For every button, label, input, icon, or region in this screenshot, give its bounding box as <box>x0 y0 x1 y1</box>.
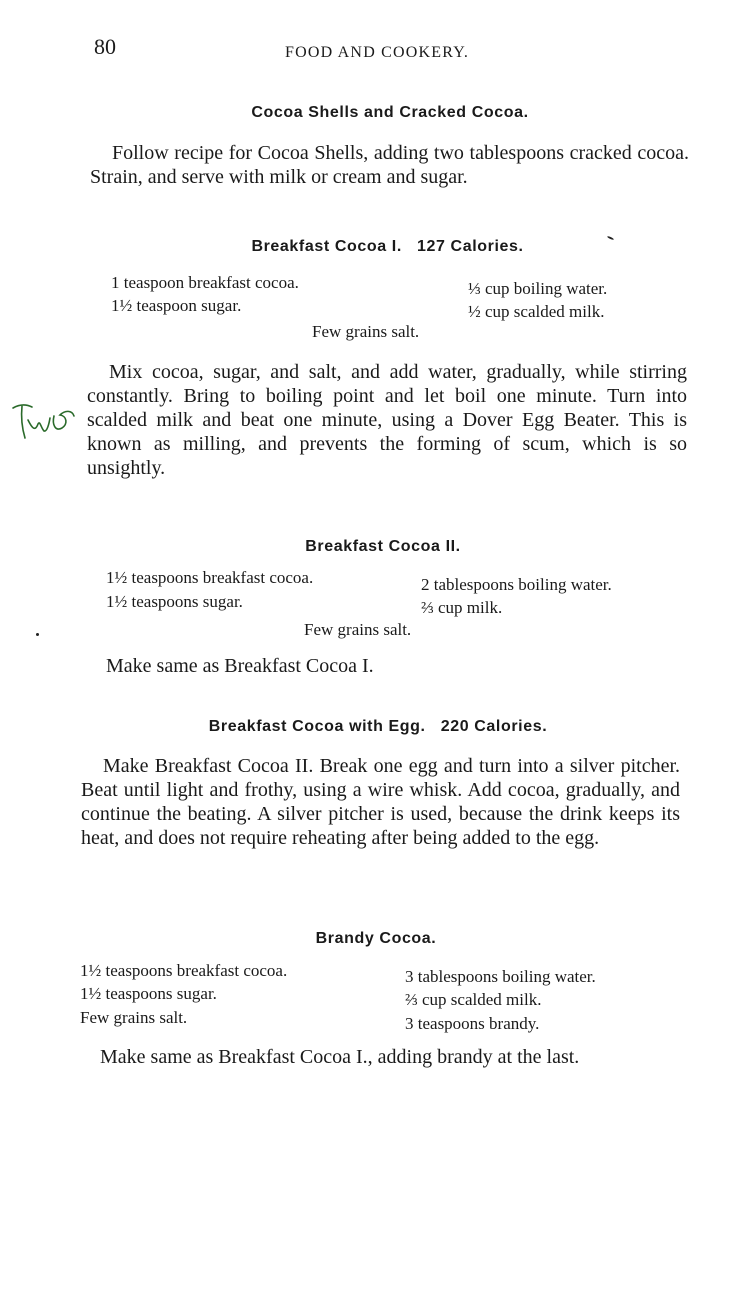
svg-text:two: two <box>40 410 42 411</box>
ingredient-item: 3 teaspoons brandy. <box>405 1014 540 1033</box>
calorie-count: 220 Calories. <box>440 718 548 735</box>
ingredient-item: Few grains salt. <box>80 1008 188 1027</box>
recipe-title-breakfast-cocoa-1 <box>0 238 750 256</box>
print-speck <box>36 633 39 636</box>
directions-brandy-cocoa: Make same as Breakfast Cocoa I., adding brandy at the last. <box>100 1046 580 1068</box>
ingredient-item: ⅔ cup scalded milk. <box>405 990 542 1009</box>
recipe-title-cocoa-shells-cracked: Cocoa Shells and Cracked Cocoa. <box>251 104 529 121</box>
recipe-title: Breakfast Cocoa I. <box>251 238 402 255</box>
ingredient-item: 1½ teaspoons breakfast cocoa. <box>106 568 314 587</box>
directions-breakfast-cocoa-2: Make same as Breakfast Cocoa I. <box>106 655 374 677</box>
ingredient-item: 1½ teaspoon sugar. <box>111 296 242 315</box>
recipe-title: Breakfast Cocoa with Egg. <box>208 718 426 735</box>
ingredient-item: Few grains salt. <box>304 620 412 639</box>
directions-breakfast-cocoa-1: Mix cocoa, sugar, and salt, and add water, gradually, while stirring constantly. Bring to boiling point and let boil one minute. Turn into scalded milk and beat one minute, using a Dover Egg Beater. This is known as milling, and prevents the forming of scum, which is so unsightly. <box>87 361 687 479</box>
ingredient-item: 3 tablespoons boiling water. <box>405 967 596 986</box>
ingredient-item: 1½ teaspoons breakfast cocoa. <box>80 961 288 980</box>
recipe-title-brandy-cocoa: Brandy Cocoa. <box>315 930 437 947</box>
ingredient-item: ½ cup scalded milk. <box>468 302 605 321</box>
ingredient-item: Few grains salt. <box>312 322 420 341</box>
page-number: 80 <box>94 34 116 59</box>
ingredient-item: 1 teaspoon breakfast cocoa. <box>111 273 299 292</box>
ingredient-item: ⅓ cup boiling water. <box>468 279 608 298</box>
ingredient-item: 1½ teaspoons sugar. <box>106 592 243 611</box>
recipe-title-breakfast-cocoa-egg <box>0 718 750 736</box>
directions-cocoa-shells-cracked: Follow recipe for Cocoa Shells, adding two tablespoons cracked cocoa. Strain, and serve with milk or cream and sugar. <box>90 142 689 188</box>
ingredient-item: 2 tablespoons boiling water. <box>421 575 612 594</box>
recipe-title-breakfast-cocoa-2: Breakfast Cocoa II. <box>305 538 461 555</box>
ingredient-item: 1½ teaspoons sugar. <box>80 984 217 1003</box>
handwritten-margin-note <box>10 398 78 442</box>
directions-breakfast-cocoa-egg: Make Breakfast Cocoa II. Break one egg and turn into a silver pitcher. Beat until light and frothy, using a wire whisk. Add cocoa, gradually, and continue the beating. A silver pitcher is used, because the drink keeps its heat, and does not require reheating after being added to the egg. <box>81 755 680 849</box>
ingredient-item: ⅔ cup milk. <box>421 598 503 617</box>
calorie-count: 127 Calories. <box>417 238 524 255</box>
running-title: FOOD AND COOKERY. <box>285 44 470 61</box>
